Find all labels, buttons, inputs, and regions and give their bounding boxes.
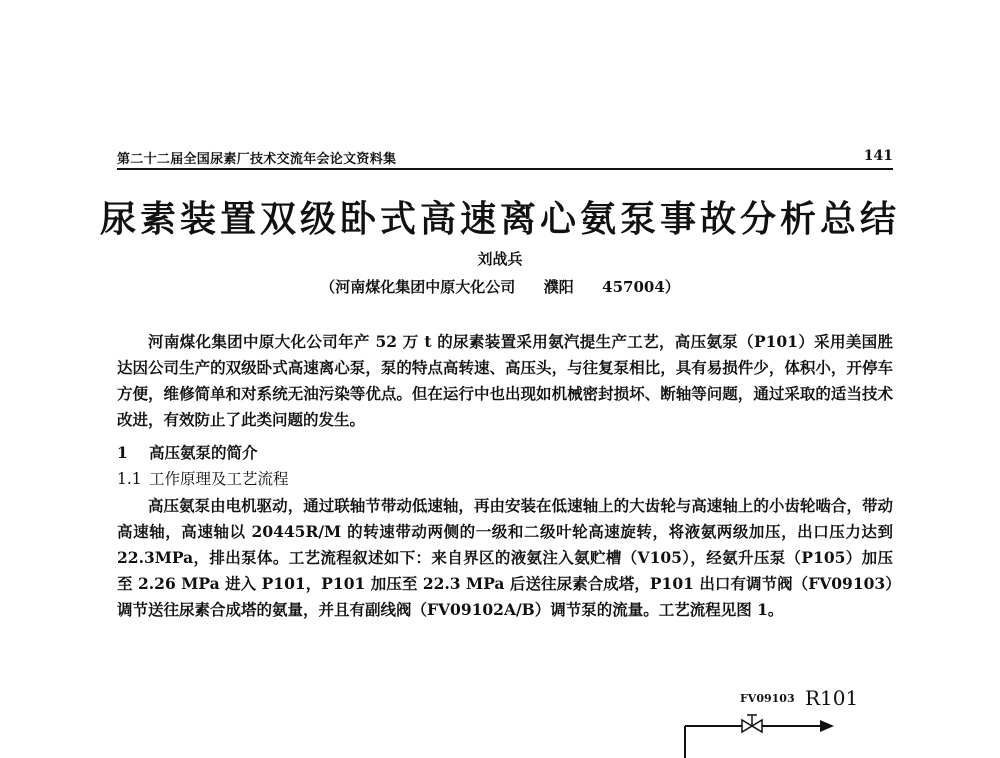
valve-label: FV09103	[740, 692, 795, 705]
section-heading	[117, 441, 258, 463]
valve-icon	[742, 720, 752, 732]
author-name: 刘战兵	[477, 250, 523, 268]
header-rule	[117, 168, 893, 170]
subsection-heading	[117, 467, 289, 489]
affiliation-zip: 457004）	[602, 278, 680, 296]
affiliation-org: （河南煤化集团中原大化公司	[320, 278, 516, 296]
process-paragraph: 高压氨泵由电机驱动，通过联轴节带动低速轴，再由安装在低速轴上的大齿轮与高速轴上的小齿轮啮合，带动高速轴，高速轴以 20445R/M 的转速带动两侧的一级和二级叶轮高速旋转，将液氨两级加压，出口压力达到 22.3MPa，排出泵体。工艺流程叙述如下：来自界区的液氨注入氨贮槽（V105），经氨升压泵（P105）加压至 2.26 MPa 进入 P101，P101 加压至 22.3 MPa 后送往尿素合成塔，P101 出口有调节阀（FV09103）调节送往尿素合成塔的氨量，并且有副线阀（FV09102A/B）调节泵的流量。工艺流程见图 1。	[117, 496, 893, 619]
stream-label: R101	[805, 686, 859, 710]
intro-paragraph: 河南煤化集团中原大化公司年产 52 万 t 的尿素装置采用氨汽提生产工艺，高压氨泵（P101）采用美国胜达因公司生产的双级卧式高速离心泵，泵的特点高转速、高压头，与往复泵相比，具有易损件少，体积小，开停车方便，维修简单和对系统无油污染等优点。但在运行中也出现如机械密封损坏、断轴等问题，通过采取的适当技术改进，有效防止了此类问题的发生。	[117, 332, 893, 429]
running-header	[117, 146, 893, 170]
header-title: 第二十二届全国尿素厂技术交流年会论文资料集	[117, 152, 397, 167]
flow-diagram	[680, 688, 880, 758]
subsection-title: 工作原理及工艺流程	[149, 470, 289, 488]
affiliation	[0, 276, 1000, 297]
page-number: 141	[863, 148, 893, 164]
process-flow-figure	[680, 688, 880, 758]
article-title: 尿素装置双级卧式高速离心氨泵事故分析总结	[99, 198, 900, 240]
flow-arrow-icon	[820, 720, 834, 732]
subsection-number: 1.1	[117, 470, 142, 488]
valve-icon-right	[752, 720, 762, 732]
section-number: 1	[117, 443, 128, 462]
affiliation-city: 濮阳	[543, 278, 574, 296]
section-title: 高压氨泵的简介	[149, 443, 258, 462]
